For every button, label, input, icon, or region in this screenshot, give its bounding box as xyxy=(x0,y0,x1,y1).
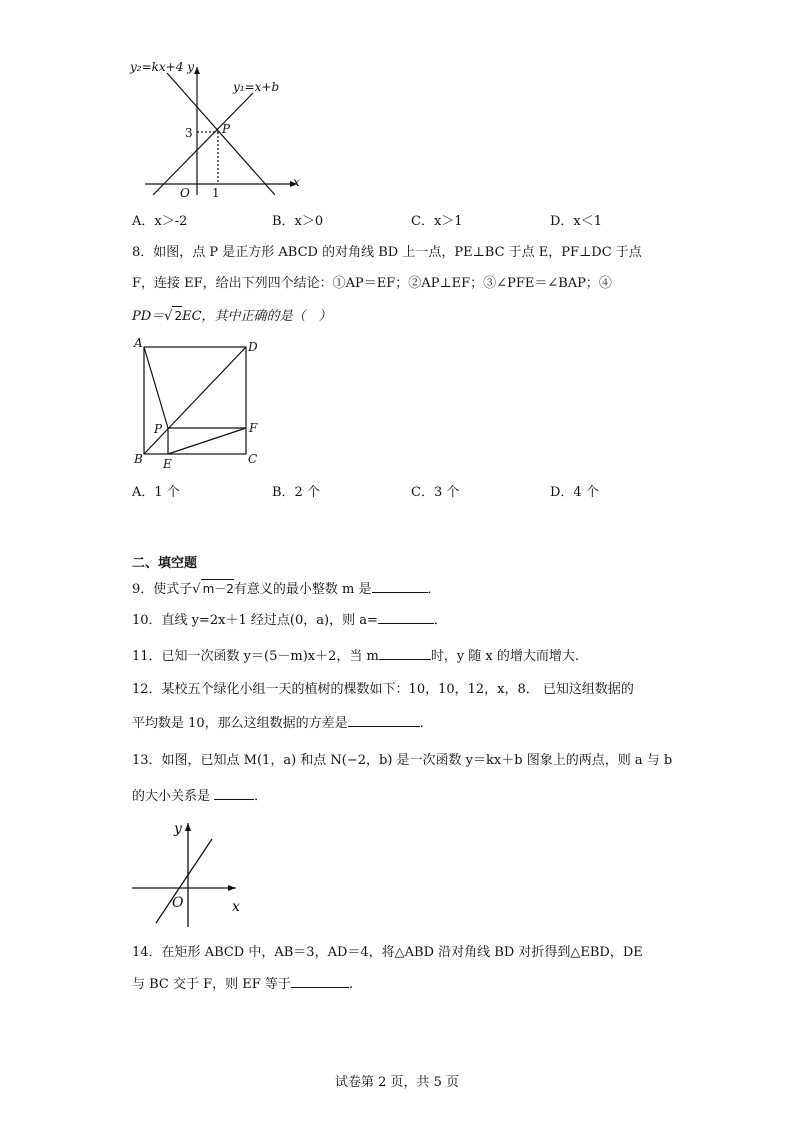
q8-label-d: D xyxy=(248,340,258,354)
q8-line2: F，连接 EF，给出下列四个结论：①AP＝EF；②AP⊥EF；③∠PFE＝∠BAP；④ xyxy=(132,276,612,291)
q7-y2-label: y₂=kx+4 y xyxy=(130,60,194,74)
q7-point-label: P xyxy=(222,122,231,136)
q11 xyxy=(132,646,579,666)
q8-option-c: C．3 个 xyxy=(411,485,460,500)
q10 xyxy=(132,610,447,630)
q7-option-d: D．x＜1 xyxy=(550,214,603,229)
q7-x-label: x xyxy=(293,175,300,189)
q13-graph xyxy=(128,815,268,935)
q7-graph xyxy=(125,55,315,200)
q8-label-p: P xyxy=(154,422,163,436)
q7-option-a: A．x＞-2 xyxy=(132,214,188,229)
q9 xyxy=(132,579,441,599)
q11-post: 时，y 随 x 的增大而增大. xyxy=(430,649,580,664)
q13-y-label: y xyxy=(174,821,182,837)
q8-label-e: E xyxy=(163,457,172,471)
q13-x-label: x xyxy=(232,899,240,915)
q8-figure xyxy=(130,335,270,475)
q8-segment-ap xyxy=(144,347,168,428)
q9-answer-blank[interactable] xyxy=(372,579,428,593)
q7-y-tick: 3 xyxy=(185,126,193,140)
q9-end: ． xyxy=(427,582,441,597)
q8-label-b: B xyxy=(134,452,143,466)
q14-line2-pre: 与 BC 交于 F，则 EF 等于 xyxy=(132,977,291,992)
q8-line1: 8．如图，点 P 是正方形 ABCD 的对角线 BD 上一点，PE⊥BC 于点 E，PF⊥DC 于点 xyxy=(132,245,642,260)
q13-y-arrow xyxy=(185,823,191,831)
q11-pre: 11．已知一次函数 y＝(5－m)x＋2，当 m xyxy=(132,649,379,664)
q10-pre: 10．直线 y=2x＋1 经过点(0，a)，则 a= xyxy=(132,613,378,628)
q11-answer-blank[interactable] xyxy=(379,646,431,660)
q10-answer-blank[interactable] xyxy=(378,610,434,624)
q7-option-b: B．x＞0 xyxy=(272,214,324,229)
q8-label-a: A xyxy=(134,336,143,350)
q13-end: ． xyxy=(254,789,268,804)
q12-line2-pre: 平均数是 10，那么这组数据的方差是 xyxy=(132,716,348,731)
q8-label-f: F xyxy=(249,421,258,435)
q12-line2 xyxy=(132,713,433,733)
q13-answer-blank[interactable] xyxy=(214,786,254,800)
q7-y1-label: y₁=x+b xyxy=(233,80,280,94)
q8-option-a: A．1 个 xyxy=(132,485,180,500)
q8-sqrt-sign: √ xyxy=(164,309,173,324)
q13-origin: O xyxy=(172,895,184,911)
q7-x-tick: 1 xyxy=(212,186,220,200)
q13-line1: 13．如图，已知点 M(1，a) 和点 N(−2，b) 是一次函数 y＝kx＋b 图象上的两点，则 a 与 b xyxy=(132,753,673,768)
q9-sqrt-content: m－2 xyxy=(201,579,234,598)
q8-line3-pre: PD＝ xyxy=(132,309,165,324)
q9-sqrt-sign: √ xyxy=(192,582,201,597)
q7-line-y1 xyxy=(153,93,253,195)
q10-end: ． xyxy=(433,613,447,628)
q9-post: 有意义的最小整数 m 是 xyxy=(233,582,372,597)
q7-origin: O xyxy=(180,186,190,200)
q7-option-c: C．x＞1 xyxy=(411,214,463,229)
q14-line2 xyxy=(132,974,353,994)
q8-line3-post: EC，其中正确的是（ ） xyxy=(182,309,332,324)
q14-answer-blank[interactable] xyxy=(291,974,349,988)
q14-end: . xyxy=(348,977,354,992)
q12-end: ． xyxy=(419,716,433,731)
q12-answer-blank[interactable] xyxy=(348,713,420,727)
q8-line3 xyxy=(132,306,332,326)
q13-line xyxy=(156,839,212,923)
q9-pre: 9．使式子 xyxy=(132,582,193,597)
q8-segment-ef xyxy=(168,428,246,454)
q12-line1: 12．某校五个绿化小组一天的植树的棵数如下：10，10，12，x，8． 已知这组数据的 xyxy=(132,682,634,697)
q13-line2-pre: 的大小关系是 xyxy=(132,789,211,804)
q13-x-arrow xyxy=(228,885,236,891)
q14-line1: 14．在矩形 ABCD 中，AB＝3，AD＝4，将△ABD 沿对角线 BD 对折得到△EBD，DE xyxy=(132,945,643,960)
q8-option-b: B．2 个 xyxy=(272,485,320,500)
q8-sqrt-content: 2 xyxy=(172,306,182,325)
q13-line2 xyxy=(132,786,267,806)
q7-y-arrow xyxy=(194,67,200,74)
page-footer: 试卷第 2 页，共 5 页 xyxy=(334,1075,460,1090)
q8-option-d: D．4 个 xyxy=(550,485,599,500)
q8-label-c: C xyxy=(248,452,258,466)
section-title: 二、填空题 xyxy=(132,556,198,571)
